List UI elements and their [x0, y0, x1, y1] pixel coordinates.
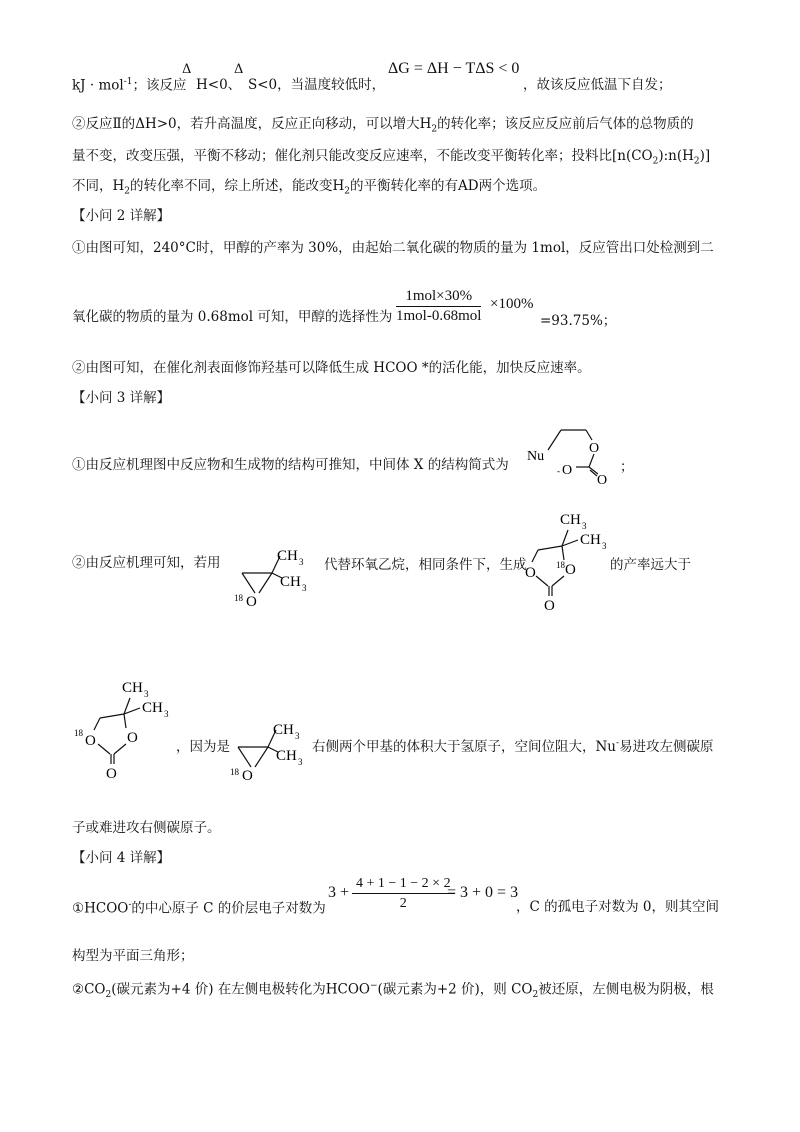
subscript: 2	[124, 186, 131, 197]
section-heading-4: 【小问 4 详解】	[72, 850, 171, 866]
text: 的平衡转化率的有AD两个选项。	[350, 178, 547, 194]
line-14	[72, 976, 714, 1005]
section-heading-3: 【小问 3 详解】	[72, 390, 171, 406]
fraction-denominator: 2	[399, 896, 407, 911]
line-12	[72, 895, 326, 919]
unit-text: kJ · mol	[72, 77, 124, 94]
text: 右侧两个甲基的体积大于氢原子，空间位阻大，Nu	[312, 739, 617, 755]
text: 代替环氧乙烷，相同条件下，生成	[324, 557, 527, 573]
text: 的产率远大于	[610, 557, 691, 573]
gibbs-equation: ΔG = ΔH − TΔS < 0	[388, 60, 520, 77]
text: ，因为是	[176, 739, 230, 755]
o-label: O	[589, 441, 600, 456]
line-11: 子或难进攻右侧碳原子。	[72, 820, 221, 836]
text: (碳元素为+2 价)，则 CO	[377, 981, 533, 998]
o18-label: O	[85, 733, 96, 749]
superscript: -	[128, 900, 132, 910]
three-plus: 3 +	[328, 884, 350, 901]
delta-symbol: Δ	[182, 62, 192, 77]
subscript: 2	[431, 124, 438, 135]
ch3-label: CH	[280, 574, 301, 590]
text: ，C 的孤电子对数为 0，则其空间	[516, 899, 720, 915]
line-8	[72, 455, 509, 475]
text: 的中心原子 C 的价层电子对数为	[131, 900, 326, 917]
ch3-label: CH	[277, 548, 298, 564]
text: ):n(H	[658, 148, 694, 164]
line-3	[72, 146, 710, 172]
line-4	[72, 176, 546, 202]
text: ；该反应	[132, 77, 187, 94]
carbonate-product-a	[510, 500, 610, 612]
line-7: ②由图可知，在催化剂表面修饰羟基可以降低生成 HCOO *的活化能，加快反应速率。	[72, 360, 591, 376]
fraction-denominator: 1mol-0.68mol	[396, 308, 482, 324]
fraction-numerator: 1mol×30%	[396, 287, 481, 307]
isotope-label: 18	[74, 728, 83, 738]
ch3-label: CH	[122, 680, 143, 696]
enthalpy-condition: H<0、	[196, 77, 242, 93]
subscript: 2	[652, 156, 659, 167]
line-2	[72, 114, 694, 140]
subscript: 3	[602, 541, 607, 551]
carbonate-product-b	[72, 668, 172, 780]
text: )]	[699, 148, 711, 164]
ch3-label: CH	[560, 512, 581, 528]
delta-symbol: Δ	[135, 116, 145, 132]
subscript: 2	[693, 156, 700, 167]
section-heading-2: 【小问 2 详解】	[72, 208, 171, 224]
line-6	[72, 307, 392, 327]
ch3-label: CH	[142, 700, 163, 716]
ring-o-label: O	[242, 768, 253, 784]
selectivity-fraction	[396, 287, 481, 326]
carbonyl-o-label: O	[544, 598, 555, 612]
text: ①由反应机理图中反应物和生成物的结构可推知，中间体 X 的结构简式为	[72, 457, 509, 473]
equation-result: = 3 + 0 = 3	[447, 884, 519, 901]
nu-label: Nu	[527, 449, 545, 464]
intermediate-x-structure	[524, 412, 624, 484]
epoxide-structure	[222, 538, 318, 610]
isotope-label: 18	[556, 560, 565, 570]
o18-label: O	[565, 562, 576, 578]
isotope-label: 18	[234, 593, 243, 603]
subscript: 3	[302, 583, 307, 593]
ch3-label: CH	[580, 532, 601, 548]
unit-sup: -1	[123, 77, 133, 87]
superscript: −	[370, 981, 378, 991]
subscript: 3	[144, 689, 149, 699]
text: ②由反应机理可知，若用	[72, 555, 221, 571]
subscript: 3	[299, 557, 304, 567]
carbonyl-o-label: O	[597, 473, 608, 484]
text: 不同，H	[72, 178, 125, 194]
line-5: ①由图可知，240°C时，甲醇的产率为 30%，由起始二氧化碳的物质的量为 1mol，反应管出口处检测到二	[72, 240, 714, 256]
text: ，故该反应低温下自发；	[523, 77, 672, 93]
subscript: 3	[582, 521, 587, 531]
semicolon: ；	[620, 459, 634, 475]
text: ①HCOO	[72, 900, 129, 917]
isotope-label: 18	[230, 767, 239, 777]
electron-pair-fraction	[352, 875, 455, 914]
subscript: 2	[344, 186, 351, 197]
o-label: O	[127, 730, 138, 746]
text: 的转化率不同，综上所述，能改变H	[130, 178, 345, 194]
text: ②CO	[72, 981, 106, 998]
text: 易进攻左侧碳原	[619, 739, 714, 755]
subscript: 2	[105, 990, 112, 1001]
subscript: 2	[532, 990, 539, 1001]
superscript: -	[616, 738, 620, 749]
line-13: 构型为平面三角形；	[72, 948, 194, 964]
text: 被还原，左侧电极为阴极，根	[538, 981, 714, 998]
text: (碳元素为+4 价) 在左侧电极转化为HCOO	[111, 981, 370, 998]
minus-sign: -	[557, 466, 560, 476]
epoxide-structure-2	[218, 712, 314, 784]
line-10-text	[312, 735, 714, 755]
subscript: 3	[295, 731, 300, 741]
o-minus-label: O	[562, 463, 573, 478]
line-9	[72, 553, 221, 573]
result-text: =93.75%；	[540, 313, 617, 329]
line-1	[72, 72, 187, 96]
delta-symbol: Δ	[234, 62, 244, 77]
text: 氧化碳的物质的量为 0.68mol 可知，甲醇的选择性为	[72, 309, 393, 325]
multiplier: ×100%	[490, 296, 534, 312]
ch3-label: CH	[273, 722, 294, 738]
text: H>0，若升高温度，反应正向移动，可以增大H	[144, 116, 432, 132]
text: ②反应Ⅱ的	[72, 116, 136, 132]
carbonyl-o-label: O	[106, 766, 117, 780]
text: 量不变，改变压强，平衡不移动；催化剂只能改变反应速率，不能改变平衡转化率；投料比[n(CO	[72, 148, 653, 164]
subscript: 3	[298, 757, 303, 767]
ring-o-label: O	[246, 594, 257, 610]
text: 的转化率；该反应反应前后气体的总物质的	[437, 116, 694, 132]
ch3-label: CH	[276, 748, 297, 764]
o-label: O	[525, 565, 536, 581]
fraction-numerator: 4 + 1 − 1 − 2 × 2	[352, 875, 455, 894]
entropy-condition: S<0，当温度较低时，	[248, 77, 386, 93]
subscript: 3	[164, 709, 169, 719]
